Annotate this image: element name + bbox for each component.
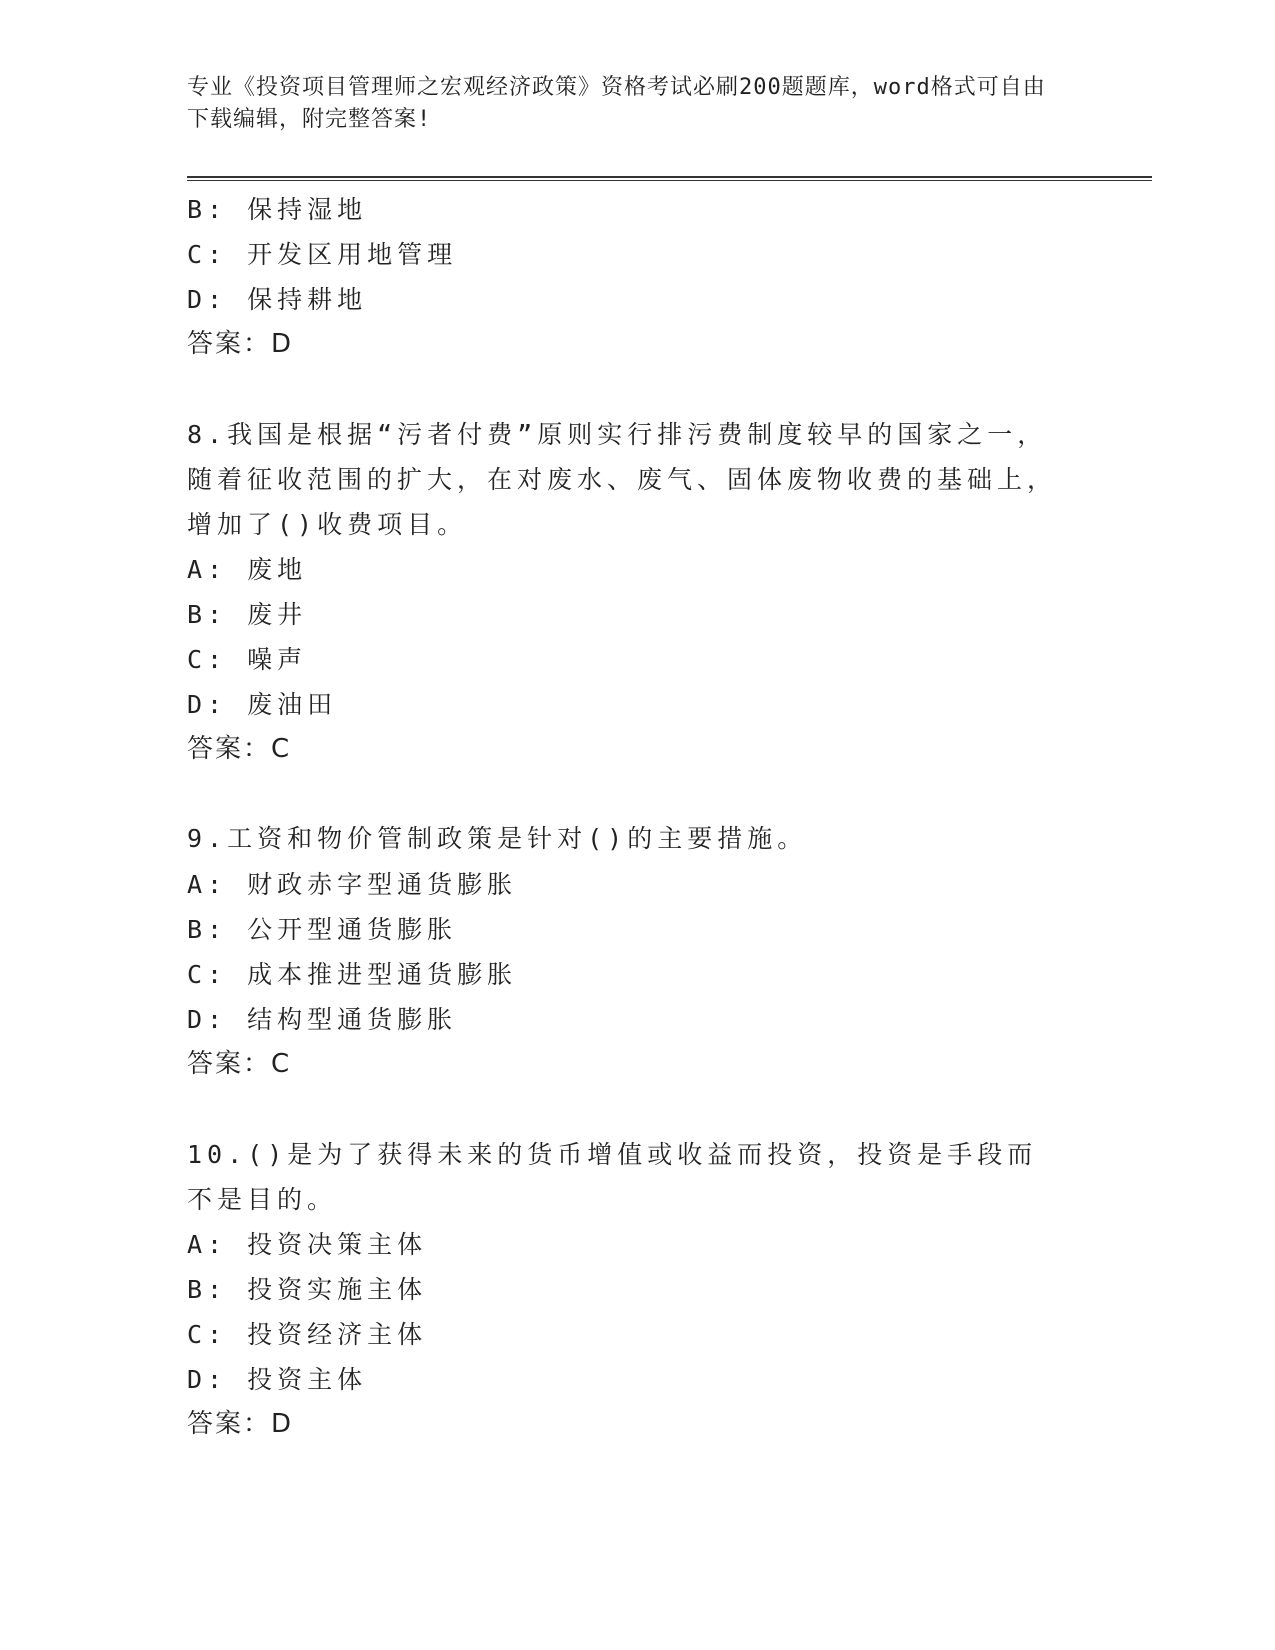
option-letter: B: bbox=[187, 195, 228, 224]
option-text: 废井 bbox=[247, 600, 308, 629]
option-b bbox=[187, 194, 367, 226]
option-letter: A: bbox=[187, 1230, 228, 1259]
option-letter: D: bbox=[187, 1005, 228, 1034]
option-b bbox=[187, 599, 307, 631]
option-a bbox=[187, 1229, 427, 1261]
option-letter: D: bbox=[187, 285, 228, 314]
question-stem-10: 10.()是为了获得未来的货币增值或收益而投资，投资是手段而不是目的。 bbox=[187, 1140, 1038, 1214]
option-text: 开发区用地管理 bbox=[247, 240, 458, 269]
answer-line: 答案：C bbox=[187, 734, 292, 764]
option-c bbox=[187, 1319, 427, 1351]
option-text: 投资主体 bbox=[247, 1365, 368, 1394]
option-d bbox=[187, 689, 337, 721]
option-d bbox=[187, 284, 367, 316]
option-text: 财政赤字型通货膨胀 bbox=[247, 870, 518, 899]
option-text: 保持湿地 bbox=[247, 195, 368, 224]
option-letter: A: bbox=[187, 555, 228, 584]
option-text: 保持耕地 bbox=[247, 285, 368, 314]
option-letter: C: bbox=[187, 1320, 228, 1349]
option-b bbox=[187, 914, 457, 946]
option-a bbox=[187, 554, 307, 586]
header-divider bbox=[187, 176, 1152, 181]
option-letter: B: bbox=[187, 600, 228, 629]
option-text: 噪声 bbox=[247, 645, 308, 674]
option-text: 投资实施主体 bbox=[247, 1275, 428, 1304]
option-b bbox=[187, 1274, 427, 1306]
page-header: 专业《投资项目管理师之宏观经济政策》资格考试必刷200题题库，word格式可自由下载编辑，附完整答案! bbox=[187, 75, 1046, 132]
question-stem-9: 9.工资和物价管制政策是针对()的主要措施。 bbox=[187, 824, 808, 853]
question-stem-8: 8.我国是根据“污者付费”原则实行排污费制度较早的国家之一，随着征收范围的扩大，在对废水、废气、固体废物收费的基础上，增加了()收费项目。 bbox=[187, 420, 1058, 539]
option-letter: A: bbox=[187, 870, 228, 899]
option-letter: B: bbox=[187, 1275, 228, 1304]
option-a bbox=[187, 869, 517, 901]
option-text: 成本推进型通货膨胀 bbox=[247, 960, 518, 989]
option-letter: B: bbox=[187, 915, 228, 944]
option-d bbox=[187, 1004, 457, 1036]
option-text: 废地 bbox=[247, 555, 308, 584]
option-text: 废油田 bbox=[247, 690, 338, 719]
option-letter: D: bbox=[187, 690, 228, 719]
option-letter: C: bbox=[187, 240, 228, 269]
option-c bbox=[187, 959, 517, 991]
option-d bbox=[187, 1364, 367, 1396]
answer-line: 答案：C bbox=[187, 1049, 292, 1079]
option-text: 结构型通货膨胀 bbox=[247, 1005, 458, 1034]
option-letter: D: bbox=[187, 1365, 228, 1394]
option-c bbox=[187, 239, 457, 271]
option-letter: C: bbox=[187, 645, 228, 674]
option-text: 投资决策主体 bbox=[247, 1230, 428, 1259]
option-letter: C: bbox=[187, 960, 228, 989]
option-c bbox=[187, 644, 307, 676]
answer-line: 答案：D bbox=[187, 1409, 294, 1439]
option-text: 投资经济主体 bbox=[247, 1320, 428, 1349]
option-text: 公开型通货膨胀 bbox=[247, 915, 458, 944]
answer-line: 答案：D bbox=[187, 329, 294, 359]
